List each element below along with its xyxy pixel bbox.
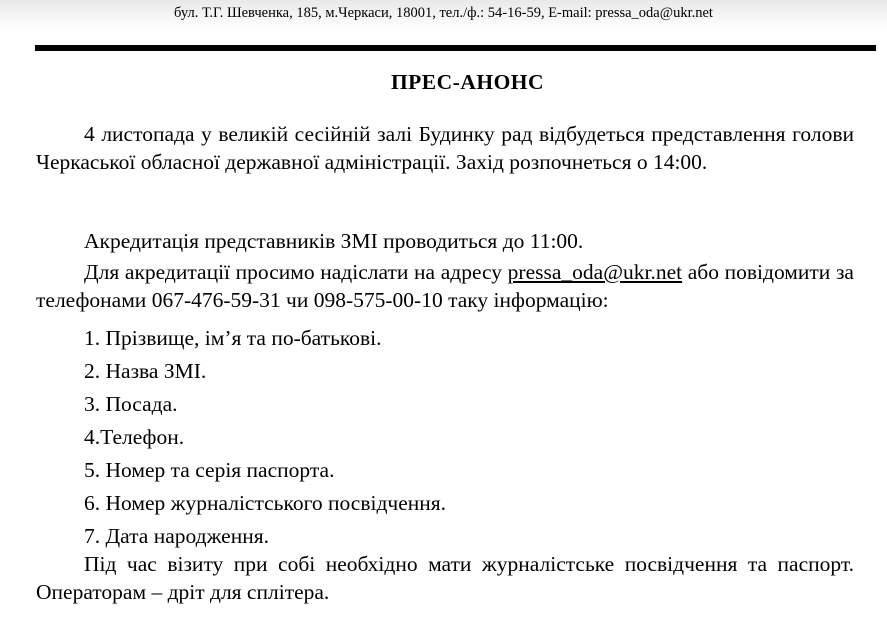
- paragraph-accreditation-request: [36, 258, 854, 314]
- accreditation-request-intro: Для акредитації просимо надіслати на адресу: [84, 260, 508, 284]
- list-item: 1. Прізвище, ім’я та по-батькові.: [84, 326, 382, 350]
- list-item: 7. Дата народження.: [84, 524, 269, 548]
- list-item: 4.Телефон.: [84, 425, 185, 449]
- list-item: 5. Номер та серія паспорта.: [84, 458, 335, 482]
- email-link[interactable]: pressa_oda@ukr.net: [507, 260, 683, 284]
- list-item: 6. Номер журналістського посвідчення.: [84, 491, 447, 515]
- list-item: 3. Посада.: [84, 392, 178, 416]
- accreditation-request-phones: або повідомити за телефонами 067-476-59-31 чи 098-575-00-10 таку інформацію:: [36, 260, 854, 312]
- document-title: ПРЕС-АНОНС: [390, 70, 545, 94]
- letterhead-contact-line: бул. Т.Г. Шевченка, 185, м.Черкаси, 18001, тел./ф.: 54-16-59, E-mail: pressa_oda@ukr.net: [174, 5, 713, 21]
- list-item: 2. Назва ЗМІ.: [84, 359, 207, 383]
- paragraph-visit-requirements: Під час візиту при собі необхідно мати журналістське посвідчення та паспорт. Операторам – дріт для сплітера.: [36, 552, 854, 604]
- paragraph-accreditation-deadline: Акредитація представників ЗМІ проводиться до 11:00.: [84, 229, 584, 253]
- required-info-list: [84, 322, 446, 553]
- paragraph-event-announcement: 4 листопада у великій сесійній залі Будинку рад відбудеться представлення голови Черкаської обласної державної адміністрації. Захід розпочнеться о 14:00.: [36, 122, 854, 174]
- letterhead-divider: [35, 45, 876, 51]
